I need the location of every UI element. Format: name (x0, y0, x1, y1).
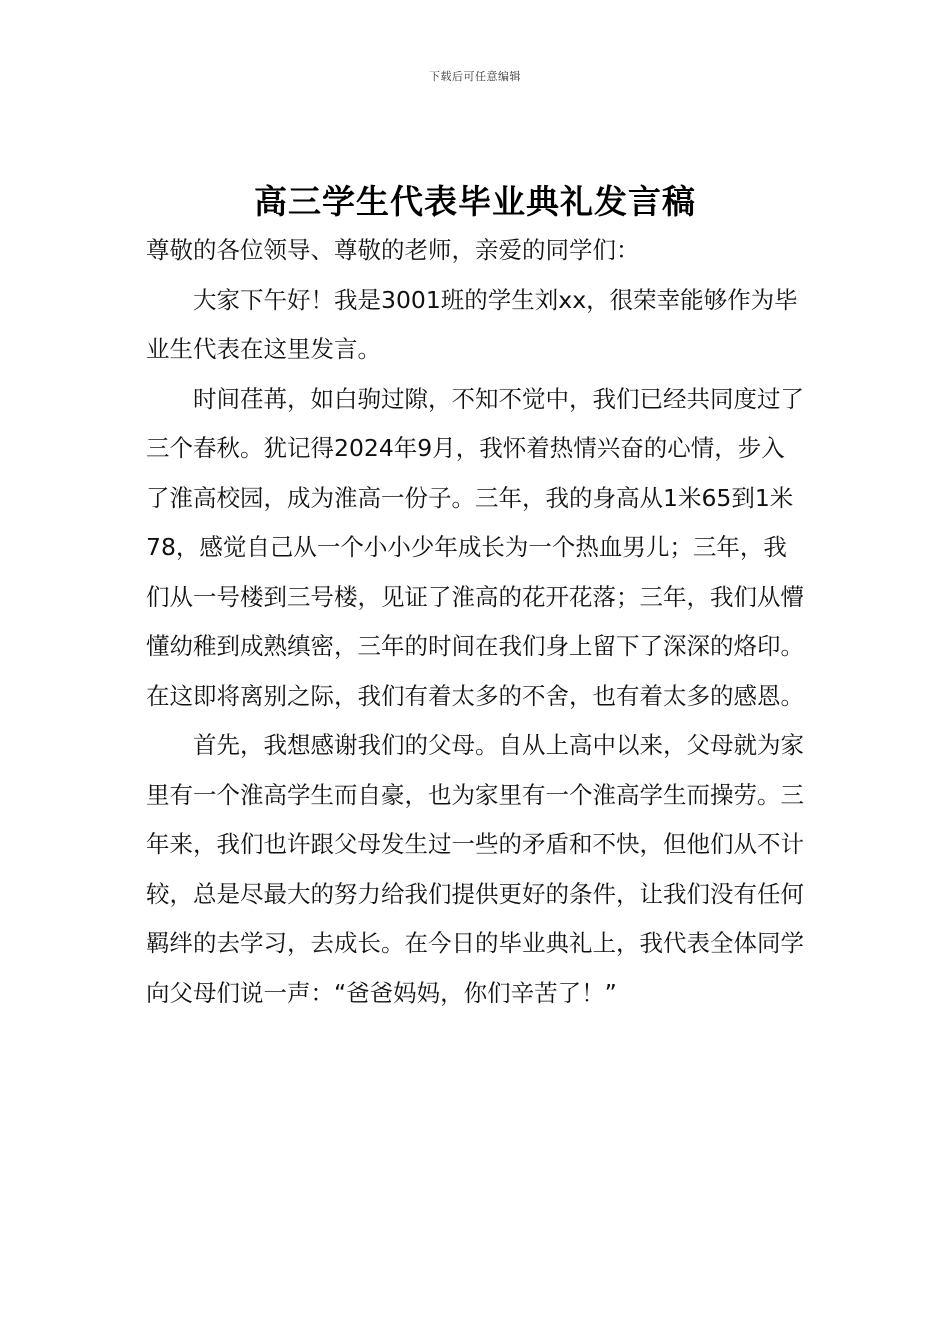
document-body (146, 226, 806, 1018)
greeting-line: 尊敬的各位领导、尊敬的老师，亲爱的同学们： (146, 236, 640, 264)
document-title: 高三学生代表毕业典礼发言稿 (254, 182, 696, 221)
paragraph-memories: 时间荏苒，如白驹过隙，不知不觉中，我们已经共同度过了三个春秋。犹记得2024年9月，我怀着热情兴奋的心情，步入了淮高校园，成为淮高一份子。三年，我的身高从1米65到1米78，感觉自己从一个小小少年成长为一个热血男儿；三年，我们从一号楼到三号楼，见证了淮高的花开花落；三年，我们从懵懂幼稚到成熟缜密，三年的时间在我们身上留下了深深的烙印。在这即将离别之际，我们有着太多的不舍，也有着太多的感恩。 (146, 384, 804, 710)
header-note: 下载后可任意编辑 (429, 70, 521, 83)
paragraph-introduction: 大家下午好！我是3001班的学生刘xx，很荣幸能够作为毕业生代表在这里发言。 (146, 285, 798, 363)
paragraph-thanks-parents: 首先，我想感谢我们的父母。自从上高中以来，父母就为家里有一个淮高学生而自豪，也为家里有一个淮高学生而操劳。三年来，我们也许跟父母发生过一些的矛盾和不快，但他们从不计较，总是尽最大的努力给我们提供更好的条件，让我们没有任何羁绊的去学习，去成长。在今日的毕业典礼上，我代表全体同学向父母们说一声：“爸爸妈妈，你们辛苦了！” (146, 731, 804, 1007)
